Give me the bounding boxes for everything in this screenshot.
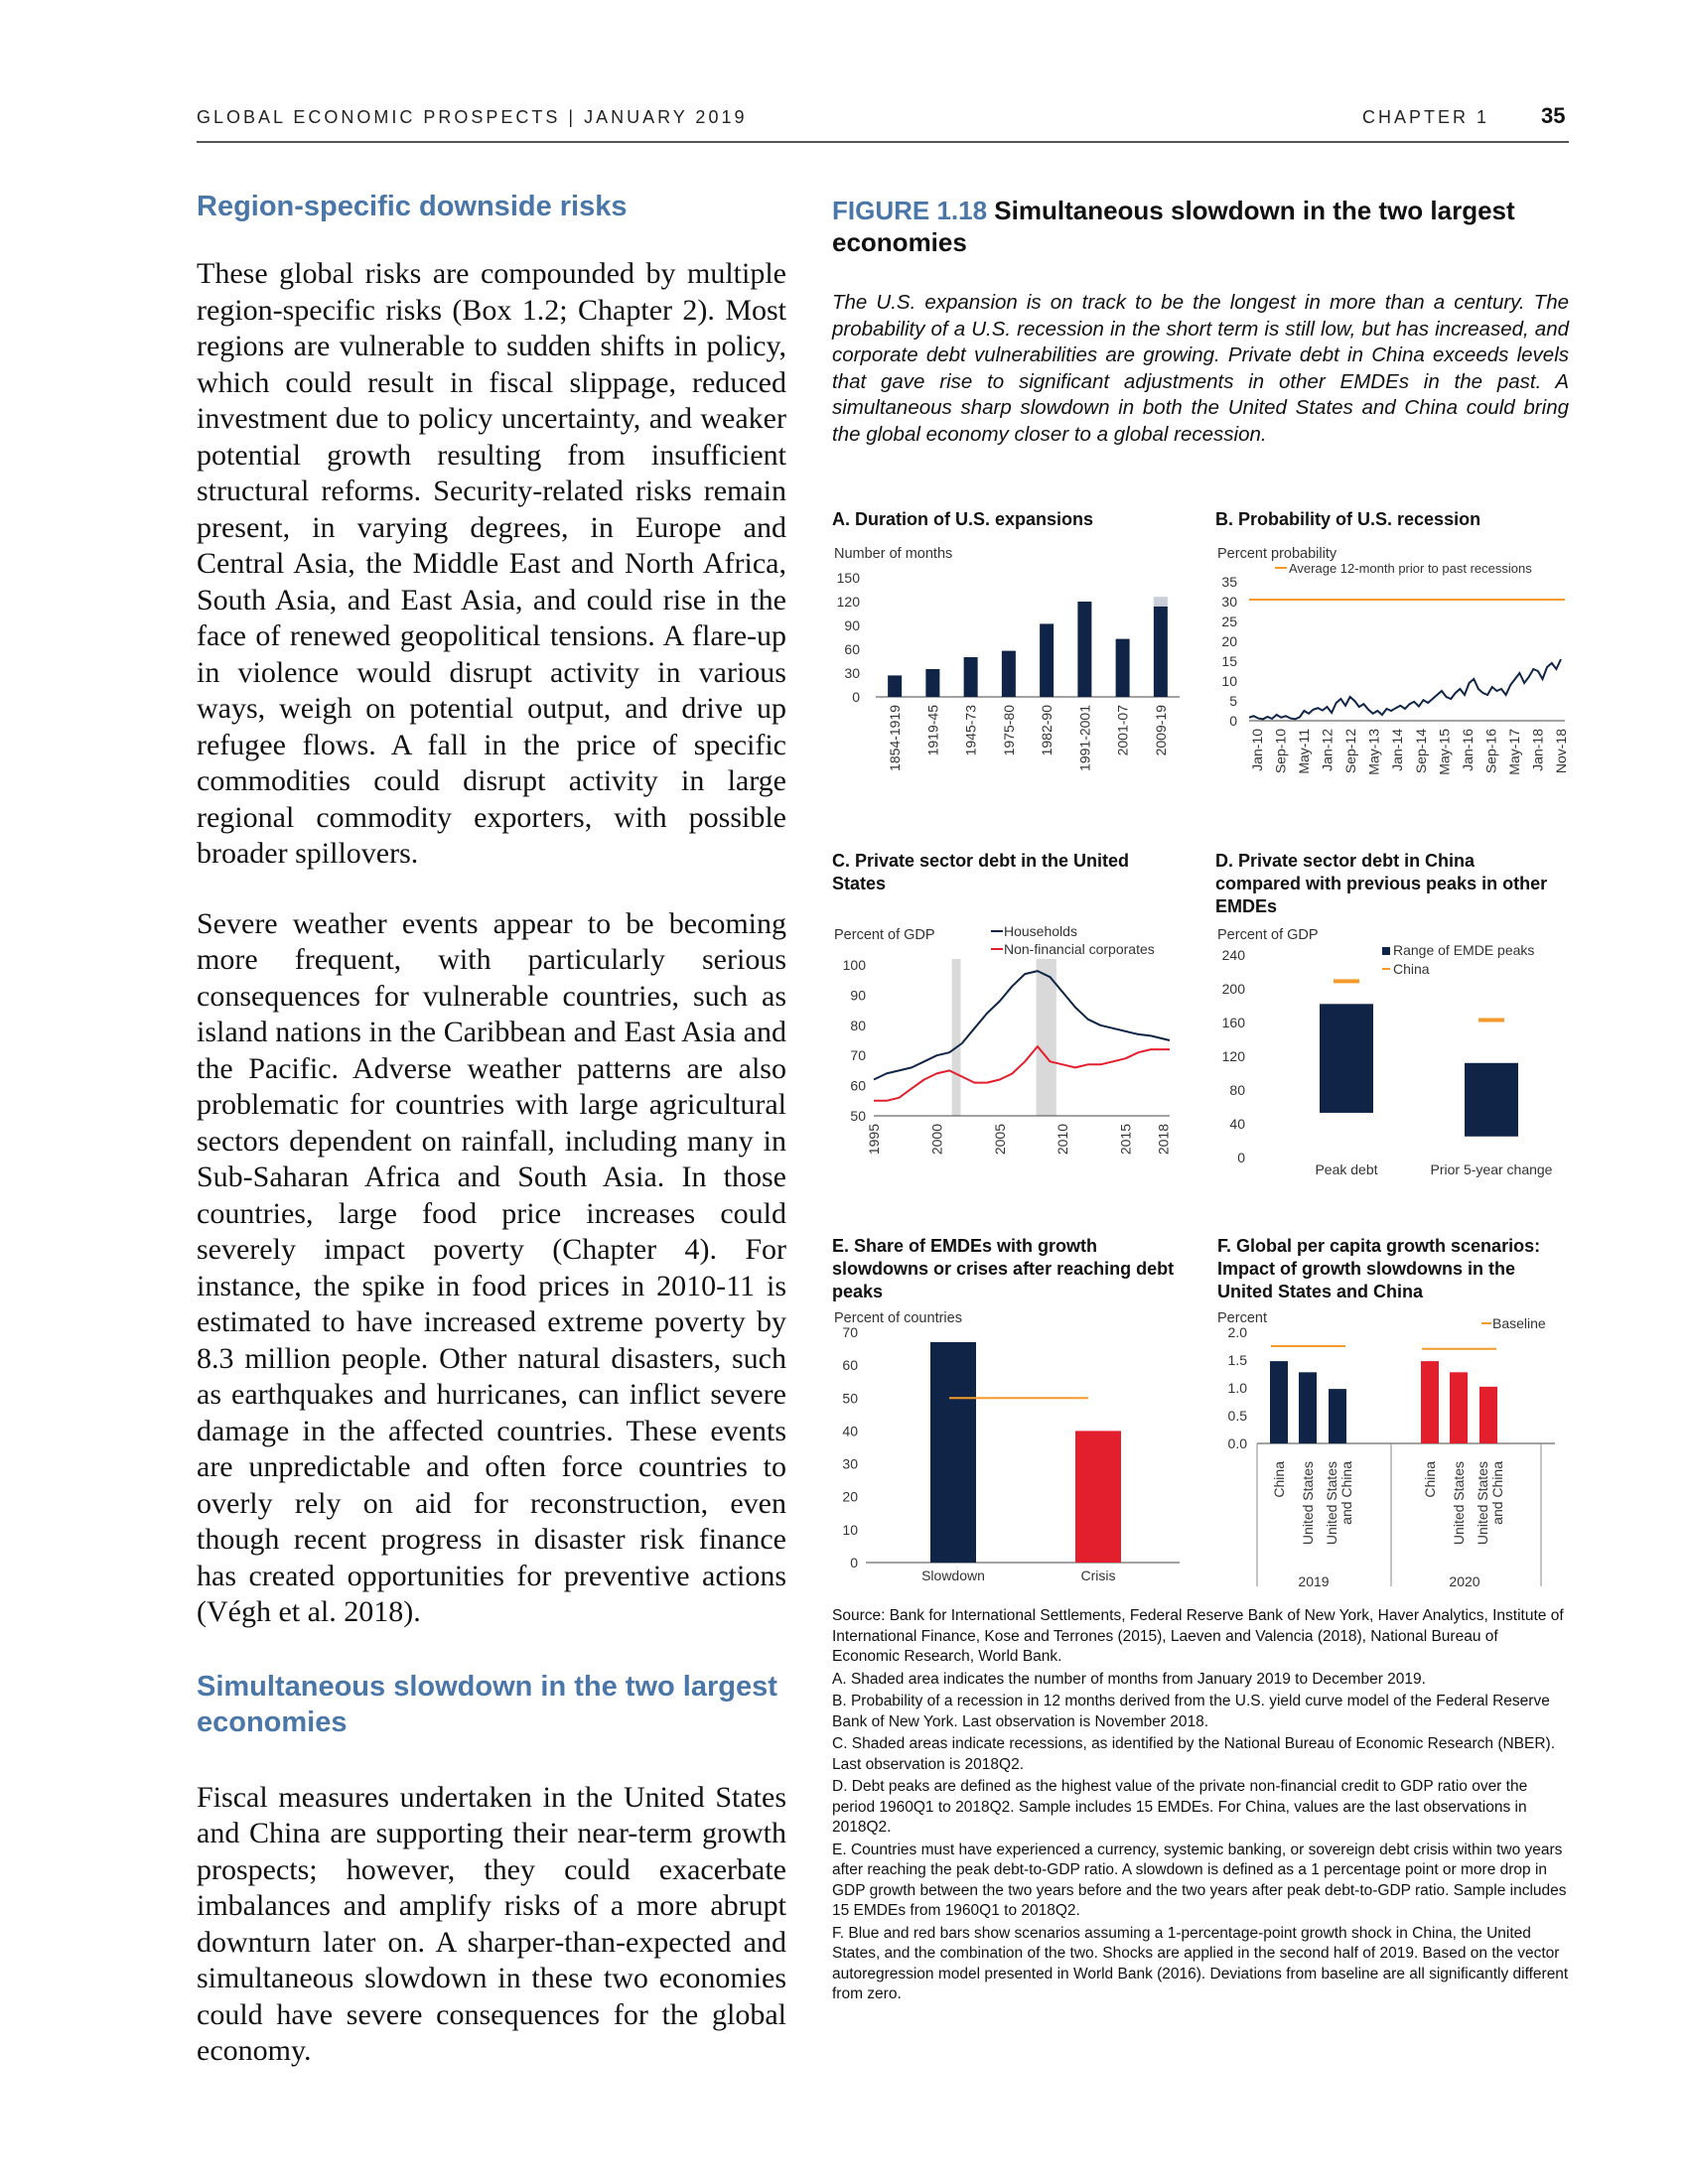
paragraph-weather-events: Severe weather events appear to be becoming more frequent, with particularly serious consequences for vulnerable countries, such as island nations in the Caribbean and East Asia and the Pacific. Adverse weather patterns are also problematic for countries with large agricultural sectors dependent on rainfall, including many in Sub-Saharan Africa and South Asia. In those countries, large food price increases could severely impact poverty (Chapter 4). For instance, the spike in food prices in 2010-11 is estimated to have increased extreme poverty by 8.3 million people. Other natural disasters, such as earthquakes and hurricanes, can inflict severe damage in the affected countries. These events are unpredictable and often force countries to overly rely on aid for reconstruction, even though recent progress in disaster risk finance has created opportunities for preventive actions (Végh et al. 2018). [197,906,786,1628]
panel-f-xtick-both-2020-line1: United States [1475,1461,1490,1546]
panel-b-ylabel: Percent probability [1217,546,1337,562]
panel-a-bar [1154,607,1168,697]
panel-b-xtick: May-15 [1436,729,1453,775]
panel-c-xtick: 2010 [1055,1124,1071,1156]
panel-e-title: E. Share of EMDEs with growth slowdowns or crises after reaching debt peaks [832,1236,1175,1301]
panel-a-xtick: 2001-07 [1114,705,1131,756]
panel-a-bar [888,675,902,697]
panel-d-range-bar [1465,1063,1518,1137]
panel-f-bar [1421,1361,1439,1443]
panel-e-bar [1075,1431,1121,1563]
panel-a-title: A. Duration of U.S. expansions [832,509,1094,529]
panel-a-ylabel: Number of months [834,546,953,562]
panel-b-ytick: 15 [1221,653,1237,669]
panel-f-bar [1299,1372,1317,1443]
panel-a-xtick: 1982-90 [1039,705,1055,756]
note-e: E. Countries must have experienced a currency, systemic banking, or sovereign debt crisis within two years after reaching the peak debt-to-GDP ratio. A slowdown is defined as a 1 percentage point or more drop in GDP growth between the two years before and the two years after peak debt-to-GDP ratio. Sample includes 15 EMDEs from 1960Q1 to 2018Q2. [832,1841,1567,1919]
panel-d-legend-china: China [1393,961,1430,977]
panel-c-ylabel: Percent of GDP [834,927,935,943]
panel-b-xtick: Jan-10 [1249,729,1265,771]
panel-b-legend: Average 12-month prior to past recessions [1289,561,1532,576]
panel-c-ytick: 80 [850,1017,866,1033]
panel-f-xtick-both-2020-line2: and China [1489,1461,1505,1525]
panel-f-ytick: 0.0 [1227,1435,1247,1451]
panel-b-xtick: Sep-10 [1272,729,1289,774]
note-d: D. Debt peaks are defined as the highest value of the private non-financial credit to GDP ratio over the period 1960Q1 to 2018Q2. Sample includes 15 EMDEs. For China, values are the last observations in 2018Q2. [832,1778,1528,1836]
panel-a-xtick: 2009-19 [1152,705,1169,756]
panel-c-xtick: 2005 [991,1124,1008,1156]
panel-a-bar [1002,651,1016,697]
panel-b-ytick: 0 [1229,713,1237,729]
panel-b-ytick: 5 [1229,693,1237,709]
panel-d-chart [1215,923,1569,1221]
panel-b-ytick: 35 [1221,574,1237,590]
panel-f-bar [1450,1372,1468,1443]
panel-b-ytick: 10 [1221,673,1237,689]
panel-d-legend-range: Range of EMDE peaks [1393,942,1535,958]
panel-a-xtick: 1919-45 [924,705,941,756]
panel-a-bar [1077,602,1091,697]
panel-a-ytick: 30 [844,665,860,681]
panel-a-xtick: 1854-1919 [887,705,904,771]
panel-d-ytick: 80 [1229,1082,1245,1098]
panel-f-xtick-us-2019: United States [1300,1461,1316,1546]
panel-b-xtick: Jan-12 [1319,729,1336,771]
panel-a-ytick: 90 [844,617,860,633]
panel-d-ylabel: Percent of GDP [1217,927,1319,943]
panel-f [1217,1235,1569,1592]
panel-f-legend: Baseline [1492,1315,1546,1331]
note-b: B. Probability of a recession in 12 months derived from the U.S. yield curve model of the Federal Reserve Bank of New York. Last observation is November 2018. [832,1693,1550,1730]
panel-d-range-bar [1320,1004,1373,1113]
panel-a-bar [1040,623,1054,697]
panel-a-xtick: 1945-73 [962,705,979,756]
panel-d-legend-swatch-range [1382,947,1390,955]
panel-d-xtick-prior-change: Prior 5-year change [1430,1161,1553,1177]
panel-f-ytick: 1.0 [1227,1380,1247,1396]
panel-e-ytick: 30 [842,1455,858,1472]
panel-c-ytick: 100 [842,957,866,973]
panel-c-ytick: 70 [850,1047,866,1064]
panel-e [832,1235,1190,1592]
note-f: F. Blue and red bars show scenarios assuming a 1-percentage-point growth shock in China, the United States, and the combination of the two. Shocks are applied in the second half of 2019. Based on the vector autoregression model presented in World Bank (2016). Deviations from baseline are all significantly different from zero. [832,1924,1569,2002]
panel-e-ytick: 50 [842,1390,858,1407]
panel-f-bar [1479,1387,1497,1443]
panel-f-chart [1217,1306,1569,1604]
figure-number: FIGURE 1.18 [832,196,988,225]
note-a: A. Shaded area indicates the number of months from January 2019 to December 2019. [832,1670,1426,1688]
panel-f-xtick-china-2020: China [1422,1461,1438,1498]
panel-d-ytick: 200 [1221,981,1245,997]
panel-b-xtick: Sep-14 [1412,729,1429,774]
panel-f-bar [1270,1361,1288,1443]
section-title-regional-risks: Region-specific downside risks [197,191,628,222]
panel-a-xtick: 1991-2001 [1076,705,1093,771]
panel-f-xtick-both-2019-line1: United States [1324,1461,1339,1546]
panel-a-bar [964,657,978,697]
panel-e-xtick-slowdown: Slowdown [921,1568,985,1583]
paragraph-fiscal-measures: Fiscal measures undertaken in the United States and China are supporting their near-term growth prospects; however, they could exacerbate imbalances and amplify risks of a more abrupt downturn later on. A sharper-than-expected and simultaneous slowdown in these two economies could have severe consequences for the global economy. [197,1780,786,2067]
panel-d-title: D. Private sector debt in China compared with previous peaks in other EMDEs [1215,851,1548,916]
panel-a-ytick: 120 [836,594,860,610]
note-source: Source: Bank for International Settlements, Federal Reserve Bank of New York, Haver Analytics, Institute of International Finance, Kose and Terrones (2015), Laeven and Valencia (2018), National Bureau of Economic Research, World Bank. [832,1607,1564,1665]
panel-c-recession-shade [952,959,961,1116]
page-number: 35 [1541,103,1566,128]
panel-e-ylabel: Percent of countries [834,1310,962,1326]
panel-b-xtick: May-11 [1296,729,1313,774]
note-c: C. Shaded areas indicate recessions, as identified by the National Bureau of Economic Research (NBER). Last observation is 2018Q2. [832,1735,1556,1773]
running-header: GLOBAL ECONOMIC PROSPECTS | JANUARY 2019 [197,107,748,127]
panel-c-xtick: 1995 [866,1124,882,1156]
left-column [197,189,786,2070]
panel-e-ytick: 20 [842,1488,858,1505]
panel-f-bar [1329,1389,1346,1443]
panel-c-ytick: 60 [850,1077,866,1094]
panel-b-xtick: Jan-14 [1389,729,1406,771]
figure-notes [832,1606,1569,2007]
paragraph-regional-risks: These global risks are compounded by multiple region-specific risks (Box 1.2; Chapter 2). Most regions are vulnerable to sudden shifts in policy, which could result in fiscal slippage, reduced investment due to policy uncertainty, and weaker potential growth resulting from insufficient structural reforms. Security-related risks remain present, in varying degrees, in Europe and Central Asia, the Middle East and North Africa, South Asia, and East Asia, and could rise in the face of renewed geopolitical tensions. A flare-up in violence would disrupt activity in various ways, weigh on potential output, and drive up refugee flows. A fall in the price of specific commodities could disrupt activity in large regional commodity exporters, with possible broader spillovers. [197,257,786,870]
panel-a-ytick: 150 [836,570,860,586]
panel-b-ytick: 25 [1221,614,1237,629]
panel-b-xtick: May-13 [1365,729,1382,775]
panel-b [1215,508,1569,806]
panel-f-ytick: 1.5 [1227,1352,1247,1368]
panel-e-ytick: 0 [850,1555,858,1570]
panel-b-line [1249,659,1561,719]
panel-f-xtick-china-2019: China [1271,1461,1287,1498]
panel-d-xtick-peak-debt: Peak debt [1315,1161,1378,1177]
panel-e-ytick: 60 [842,1357,858,1374]
panel-c-xtick: 2000 [928,1124,945,1156]
panel-e-bar [930,1342,976,1563]
panel-d-ytick: 240 [1221,947,1245,963]
panel-f-group-2019: 2019 [1298,1573,1330,1589]
panel-f-xtick-us-2020: United States [1451,1461,1467,1546]
panel-e-ytick: 40 [842,1423,858,1439]
panel-f-ylabel: Percent [1217,1310,1267,1326]
panel-c-ytick: 50 [850,1108,866,1124]
panel-a-ytick: 60 [844,641,860,657]
panel-c-title: C. Private sector debt in the United States [832,851,1130,893]
panel-a-xtick: 1975-80 [1000,705,1017,756]
panel-c-ytick: 90 [850,987,866,1004]
panel-d-ytick: 0 [1237,1150,1245,1165]
figure-title-text: Simultaneous slowdown in the two largest economies [832,196,1515,257]
panel-d-ytick: 40 [1229,1116,1245,1132]
panel-e-ytick: 70 [842,1324,858,1340]
panel-a-bar [925,669,939,697]
panel-f-xtick-both-2019-line2: and China [1338,1461,1354,1525]
panel-c-chart [832,923,1190,1221]
header-rule [197,141,1569,143]
panel-a-ytick: 0 [852,689,860,705]
panel-f-ytick: 2.0 [1227,1324,1247,1340]
panel-a-bar-extension [1154,597,1168,607]
panel-e-chart [832,1306,1190,1594]
panel-c [832,850,1190,1207]
panel-f-title: F. Global per capita growth scenarios: Impact of growth slowdowns in the United States and China [1217,1236,1541,1301]
panel-b-ytick: 30 [1221,594,1237,610]
panel-a-bar [1116,639,1130,697]
panel-b-chart [1215,544,1569,822]
section-title-simultaneous-slowdown: Simultaneous slowdown in the two largest economies [197,1670,777,1738]
panel-c-line-corporates [874,1046,1170,1101]
panel-e-ytick: 10 [842,1521,858,1538]
panel-d [1215,850,1569,1207]
panel-a [832,508,1190,806]
panel-b-ytick: 20 [1221,633,1237,649]
panel-c-legend-corporates: Non-financial corporates [1004,941,1155,957]
panel-b-xtick: May-17 [1505,729,1522,775]
figure-title [832,195,1569,258]
figure-block [832,195,1569,1589]
panel-b-xtick: Jan-16 [1459,729,1476,771]
panel-e-xtick-crisis: Crisis [1080,1568,1116,1583]
panel-d-ytick: 120 [1221,1048,1245,1064]
panel-d-ytick: 160 [1221,1015,1245,1030]
panel-b-xtick: Nov-18 [1553,729,1569,774]
panel-c-xtick: 2018 [1155,1124,1172,1156]
panel-c-xtick: 2015 [1117,1124,1134,1156]
panel-b-xtick: Sep-16 [1482,729,1499,774]
panel-b-xtick: Sep-12 [1342,729,1359,774]
panel-f-ytick: 0.5 [1227,1408,1247,1424]
panel-f-group-2020: 2020 [1449,1573,1480,1589]
panel-c-legend-households: Households [1004,923,1077,939]
chapter-label: CHAPTER 1 [1362,107,1490,127]
figure-intro: The U.S. expansion is on track to be the longest in more than a century. The probability of a U.S. recession in the short term is still low, but has increased, and corporate debt vulnerabilities are growing. Private debt in China exceeds levels that gave rise to significant adjustments in other EMDEs in the past. A simultaneous sharp slowdown in both the United States and China could bring the global economy closer to a global recession. [832,291,1569,446]
panel-a-chart [832,544,1190,822]
panel-b-xtick: Jan-18 [1529,729,1546,771]
panel-b-title: B. Probability of U.S. recession [1215,509,1481,529]
